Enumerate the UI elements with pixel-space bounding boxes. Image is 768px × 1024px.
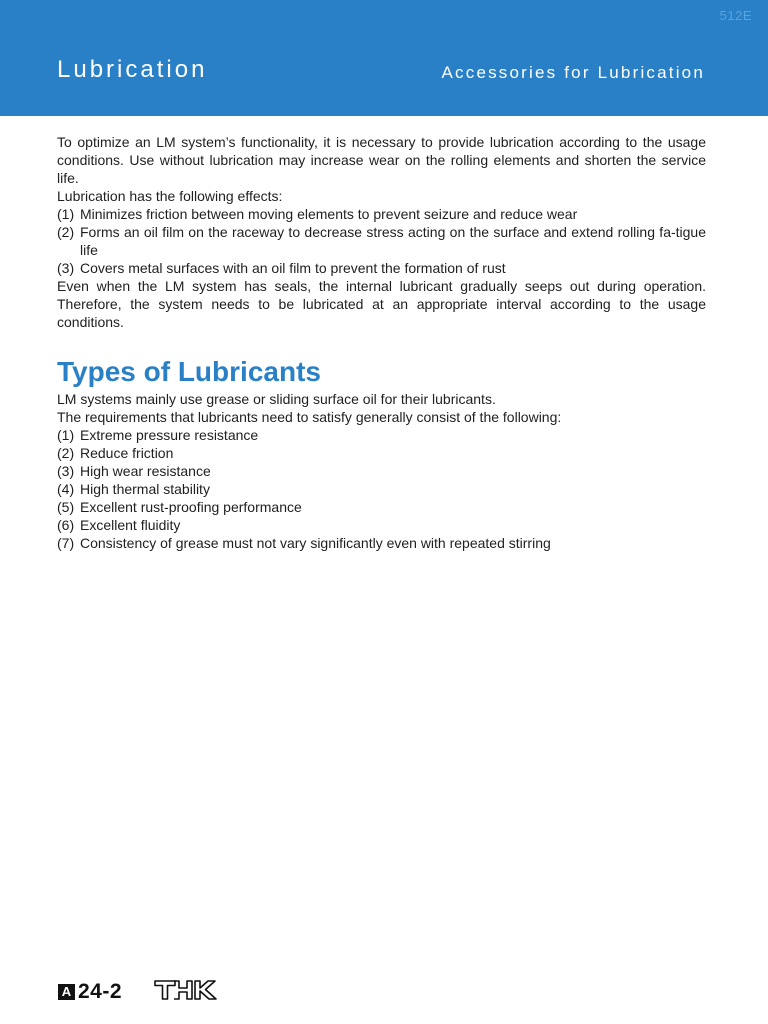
lubricants-paragraph: LM systems mainly use grease or sliding surface oil for their lubricants. <box>57 391 496 407</box>
effects-list <box>57 205 706 277</box>
effects-intro: Lubrication has the following effects: <box>57 188 283 204</box>
list-item-text: Extreme pressure resistance <box>80 427 259 443</box>
list-item-text: Covers metal surfaces with an oil film to prevent the formation of rust <box>80 260 506 276</box>
list-item <box>57 259 706 277</box>
list-item-text: Excellent fluidity <box>80 517 181 533</box>
list-item-number: (1) <box>57 427 75 443</box>
list-item <box>57 223 706 259</box>
seals-paragraph: Even when the LM system has seals, the internal lubricant gradually seeps out during operation. Therefore, the system needs to be lubricated at an appropriate interval according to the usage conditions. <box>57 278 706 330</box>
requirements-intro: The requirements that lubricants need to satisfy generally consist of the following: <box>57 409 562 425</box>
page-subtitle: Accessories for Lubrication <box>441 63 705 82</box>
list-item-number: (1) <box>57 206 75 222</box>
list-item <box>57 516 706 534</box>
list-item-number: (3) <box>57 260 75 276</box>
list-item-number: (5) <box>57 499 75 515</box>
list-item-text: Excellent rust-proofing performance <box>80 499 302 515</box>
list-item <box>57 444 706 462</box>
page-number: 24-2 <box>78 980 123 1003</box>
list-item-text: Minimizes friction between moving elements to prevent seizure and reduce wear <box>80 206 578 222</box>
list-item <box>57 426 706 444</box>
list-item-text: Consistency of grease must not vary significantly even with repeated stirring <box>80 535 551 551</box>
list-item-number: (3) <box>57 463 75 479</box>
list-item-text: Reduce friction <box>80 445 174 461</box>
requirements-list <box>57 426 706 552</box>
section-heading: Types of Lubricants <box>57 356 321 387</box>
page-code: 512E <box>719 8 752 23</box>
list-item <box>57 462 706 480</box>
intro-paragraph: To optimize an LM system’s functionality, it is necessary to provide lubrication according to the usage conditions. Use without lubrication may increase wear on the rolling elements and shorten the service life. <box>57 134 706 186</box>
page-footer <box>58 980 222 1004</box>
list-item <box>57 205 706 223</box>
list-item <box>57 534 706 552</box>
section-letter-badge: A <box>58 984 75 1000</box>
main-content <box>57 133 706 552</box>
list-item <box>57 498 706 516</box>
list-item-number: (2) <box>57 445 75 461</box>
thk-logo-icon <box>154 979 222 1006</box>
list-item-text: High wear resistance <box>80 463 211 479</box>
list-item <box>57 480 706 498</box>
list-item-number: (6) <box>57 517 75 533</box>
list-item-number: (4) <box>57 481 75 497</box>
list-item-number: (2) <box>57 224 75 240</box>
page-header <box>0 0 768 116</box>
list-item-text: High thermal stability <box>80 481 210 497</box>
list-item-number: (7) <box>57 535 75 551</box>
list-item-text: Forms an oil film on the raceway to decrease stress acting on the surface and extend rolling fa-tigue life <box>80 224 706 258</box>
page-title: Lubrication <box>57 56 208 83</box>
